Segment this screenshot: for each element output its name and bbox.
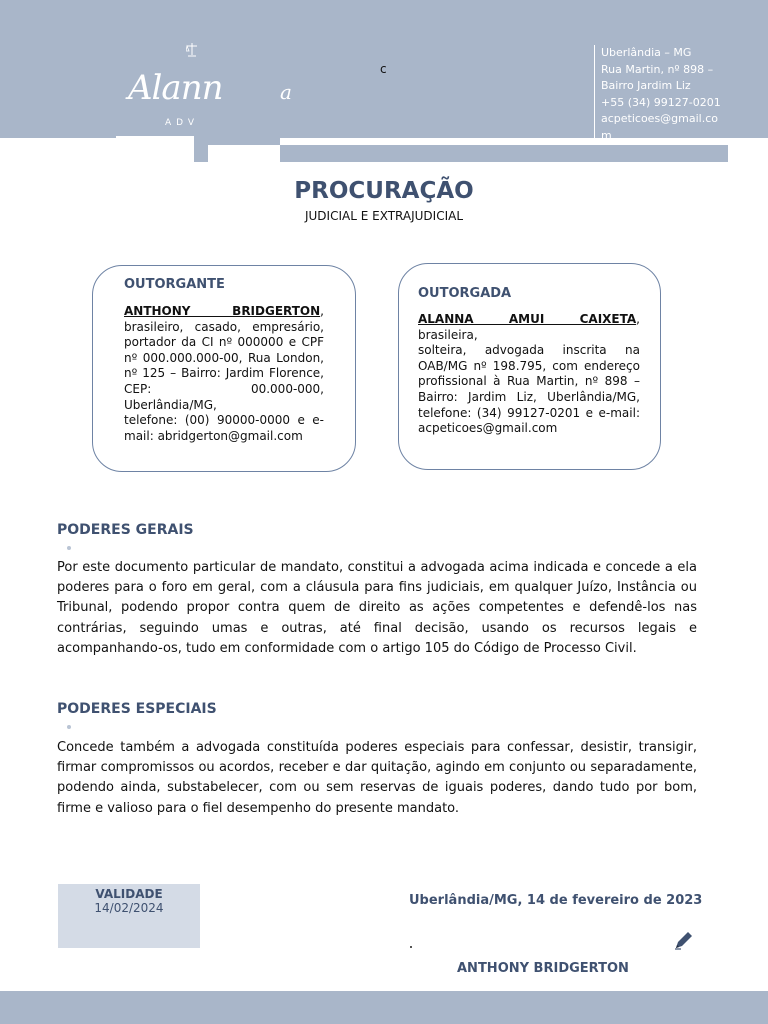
- poderes-gerais-text: Por este documento particular de mandato, constitui a advogada acima indicada e concede a ela poderes para o foro em geral, com a cláusula para fins judiciais, em qualquer Juízo, Instância ou Tribunal, podendo propor contra quem de direito as ações competentes e defendê-los nas contrárias, seguindo umas e outras, até final decisão, usando os recursos legais e acompanhando-os, tudo em conformidade com o artigo 105 do Código de Processo Civil.: [57, 560, 697, 656]
- outorgada-card: [398, 263, 661, 470]
- document-title: PROCURAÇÃO: [294, 178, 474, 204]
- outorgante-card: [92, 265, 356, 472]
- place-date: Uberlândia/MG, 14 de fevereiro de 2023: [409, 893, 703, 908]
- header-stray-text: c: [380, 62, 387, 76]
- scales-icon: [186, 42, 198, 58]
- header-decoration: [208, 145, 280, 162]
- bullet-dot: [67, 546, 71, 550]
- footer-band: [0, 991, 768, 1024]
- outorgante-heading: OUTORGANTE: [124, 277, 225, 292]
- contact-line: Rua Martin, nº 898 –: [601, 62, 714, 76]
- validity-date: 14/02/2024: [94, 901, 164, 915]
- signer-name: ANTHONY BRIDGERTON: [457, 961, 629, 976]
- logo-subtitle: ADV: [165, 118, 200, 128]
- outorgada-name: ALANNA AMUI CAIXETA: [418, 312, 637, 326]
- poderes-gerais-heading: PODERES GERAIS: [57, 522, 194, 538]
- poderes-especiais-heading: PODERES ESPECIAIS: [57, 701, 217, 717]
- outorgada-text: ALANNA AMUI CAIXETA, brasileira, solteira, advogada inscrita na OAB/MG nº 198.795, com endereço profissional à Rua Martin, nº 898 – Bairro: Jardim Liz, Uberlândia/MG, telefone: (34) 99127-0201 e e-mail: acpeticoes@gmail.com: [418, 312, 640, 436]
- signature-mark: [410, 946, 412, 948]
- contact-line: +55 (34) 99127-0201: [601, 95, 721, 109]
- poderes-especiais-text: Concede também a advogada constituída poderes especiais para confessar, desistir, transigir, firmar compromissos ou acordos, receber e dar quitação, agindo em conjunto ou separadamente, podendo ainda, substabelecer, com ou sem reservas de iguais poderes, dando tudo por bom, firme e valioso para o fiel desempenho do presente mandato.: [57, 740, 697, 816]
- validity-label: VALIDADE: [95, 887, 163, 901]
- document-subtitle: JUDICIAL E EXTRAJUDICIAL: [304, 209, 464, 223]
- header-decoration: [310, 138, 460, 144]
- logo-script: Alann: [128, 68, 223, 108]
- contact-line: Bairro Jardim Liz: [601, 79, 691, 92]
- header-decoration: [280, 145, 728, 162]
- contact-line: Uberlândia – MG: [601, 46, 692, 59]
- outorgante-name: ANTHONY BRIDGERTON: [124, 304, 321, 318]
- validity-box: [58, 884, 200, 948]
- bullet-dot: [67, 725, 71, 729]
- outorgada-heading: OUTORGADA: [418, 286, 512, 301]
- contact-line: m: [601, 128, 612, 142]
- header-decoration: [116, 136, 194, 140]
- logo-script-tail: a: [280, 80, 292, 104]
- outorgante-text: ANTHONY BRIDGERTON, brasileiro, casado, empresário, portador da CI nº 000000 e CPF nº 000.000.000-00, Rua London, nº 125 – Bairro: Jardim Florence, CEP: 00.000-000, Uberlândia/MG, telefone: (00) 90000-0000 e e- mail: abridgerton@gmail.com: [124, 304, 324, 443]
- pen-icon: [673, 929, 695, 951]
- contact-line: acpeticoes@gmail.co: [601, 112, 719, 125]
- contact-info: [594, 45, 731, 145]
